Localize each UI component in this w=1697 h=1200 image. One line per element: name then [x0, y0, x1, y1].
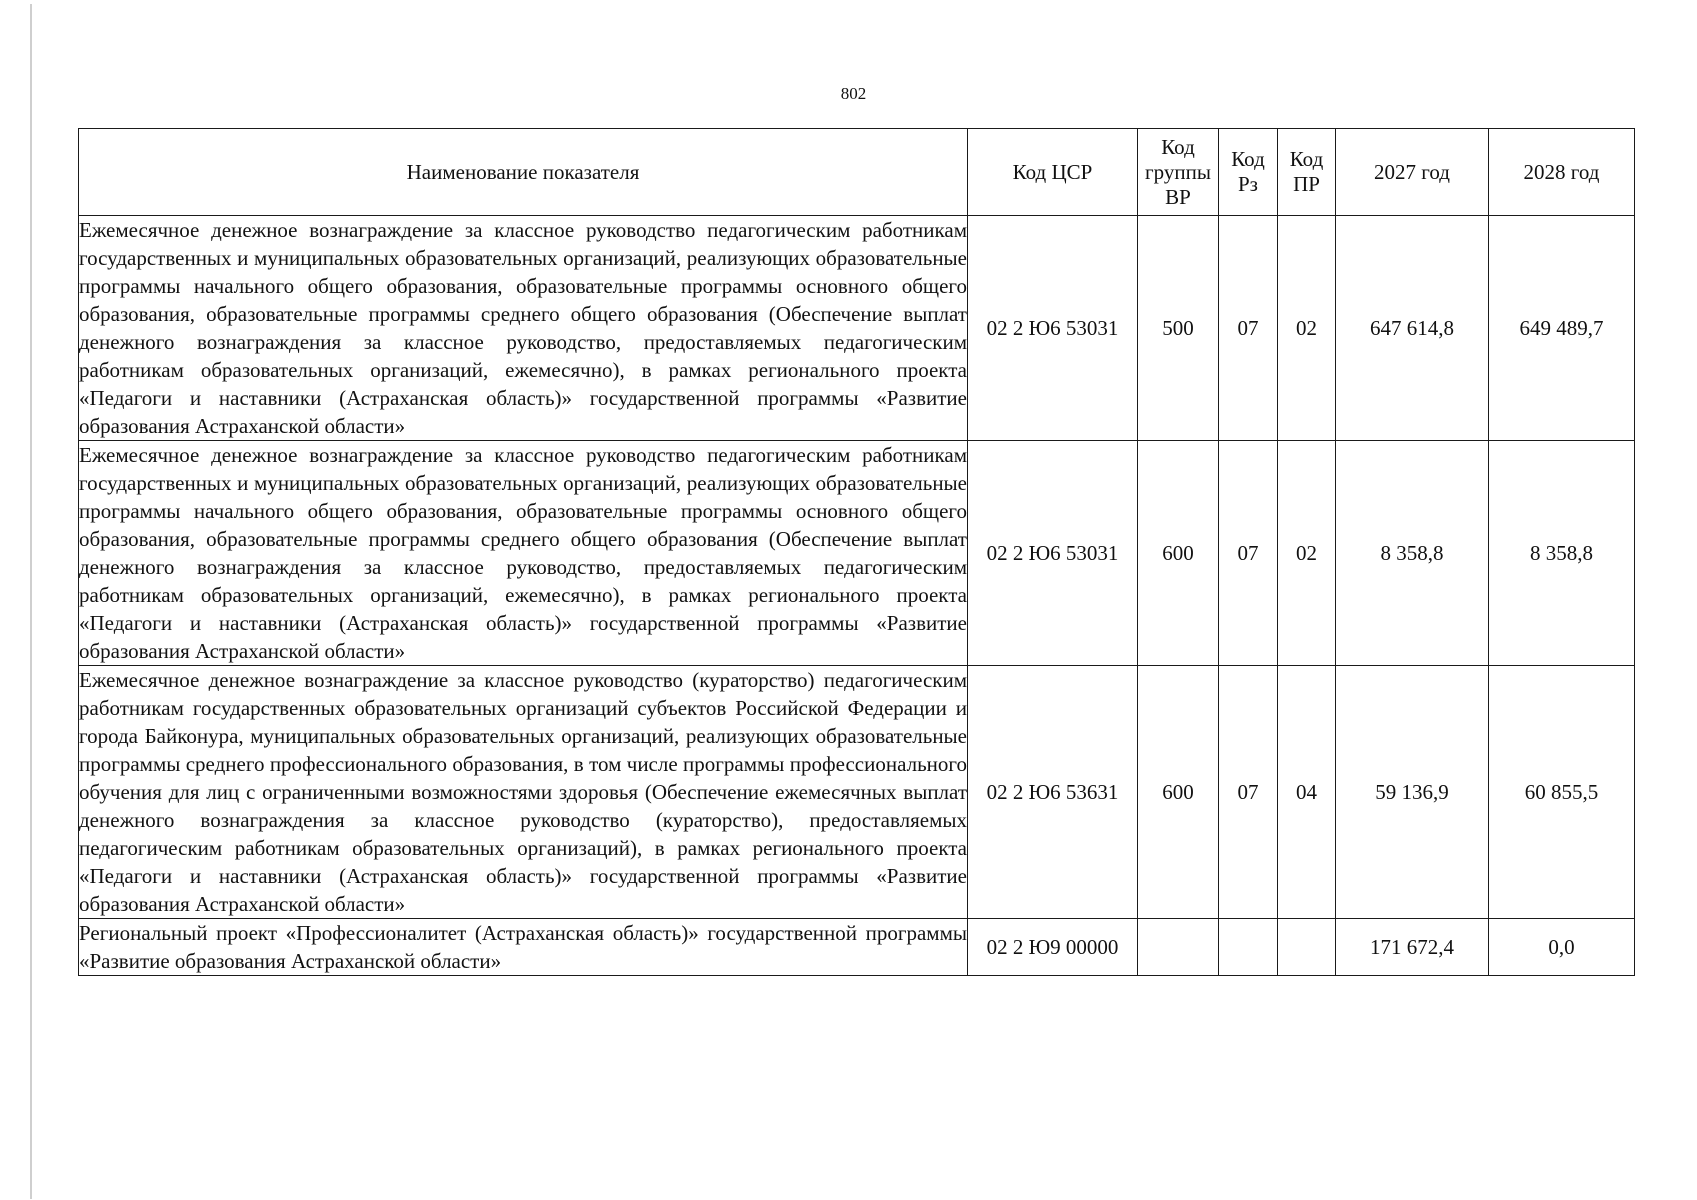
row-pr: [1278, 919, 1336, 976]
budget-table: [78, 128, 1635, 976]
row-csr: 02 2 Ю6 53031: [968, 216, 1138, 441]
row-2027: 59 136,9: [1336, 666, 1489, 919]
row-csr: 02 2 Ю6 53631: [968, 666, 1138, 919]
row-rz: 07: [1219, 216, 1278, 441]
row-2028: 0,0: [1489, 919, 1635, 976]
header-pr: Код ПР: [1278, 129, 1336, 216]
row-2028: 8 358,8: [1489, 441, 1635, 666]
table-row: [79, 666, 1635, 919]
header-name: Наименование показателя: [79, 129, 968, 216]
row-pr: 02: [1278, 216, 1336, 441]
row-name: Региональный проект «Профессионалитет (Астраханская область)» государственной программы «Развитие образования Астраханской области»: [79, 919, 968, 976]
row-pr: 02: [1278, 441, 1336, 666]
header-vr: Код группы ВР: [1138, 129, 1219, 216]
row-csr: 02 2 Ю9 00000: [968, 919, 1138, 976]
row-2027: 171 672,4: [1336, 919, 1489, 976]
scan-margin-line: [30, 4, 32, 1199]
row-rz: 07: [1219, 666, 1278, 919]
header-csr: Код ЦСР: [968, 129, 1138, 216]
row-vr: 600: [1138, 441, 1219, 666]
row-csr: 02 2 Ю6 53031: [968, 441, 1138, 666]
row-name: Ежемесячное денежное вознаграждение за классное руководство педагогическим работникам государственных и муниципальных образовательных организаций, реализующих образовательные программы начального общего образования, образовательные программы основного общего образования, образовательные программы среднего общего образования (Обеспечение выплат денежного вознаграждения за классное руководство, предоставляемых педагогическим работникам образовательных организаций, ежемесячно), в рамках регионального проекта «Педагоги и наставники (Астраханская область)» государственной программы «Развитие образования Астраханской области»: [79, 216, 968, 441]
row-vr: 500: [1138, 216, 1219, 441]
row-rz: [1219, 919, 1278, 976]
table-row: [79, 216, 1635, 441]
page-number: 802: [840, 84, 867, 103]
row-name: Ежемесячное денежное вознаграждение за классное руководство педагогическим работникам государственных и муниципальных образовательных организаций, реализующих образовательные программы начального общего образования, образовательные программы основного общего образования, образовательные программы среднего общего образования (Обеспечение выплат денежного вознаграждения за классное руководство, предоставляемых педагогическим работникам образовательных организаций, ежемесячно), в рамках регионального проекта «Педагоги и наставники (Астраханская область)» государственной программы «Развитие образования Астраханской области»: [79, 441, 968, 666]
row-2027: 647 614,8: [1336, 216, 1489, 441]
row-2028: 60 855,5: [1489, 666, 1635, 919]
row-2027: 8 358,8: [1336, 441, 1489, 666]
row-2028: 649 489,7: [1489, 216, 1635, 441]
header-rz: Код Рз: [1219, 129, 1278, 216]
row-pr: 04: [1278, 666, 1336, 919]
header-2028: 2028 год: [1489, 129, 1635, 216]
table-row: [79, 919, 1635, 976]
row-vr: [1138, 919, 1219, 976]
header-2027: 2027 год: [1336, 129, 1489, 216]
row-name: Ежемесячное денежное вознаграждение за классное руководство (кураторство) педагогическим работникам государственных образовательных организаций субъектов Российской Федерации и города Байконура, муниципальных образовательных организаций, реализующих образовательные программы среднего профессионального образования, в том числе программы профессионального обучения для лиц с ограниченными возможностями здоровья (Обеспечение ежемесячных выплат денежного вознаграждения за классное руководство (кураторство), предоставляемых педагогическим работникам образовательных организаций), в рамках регионального проекта «Педагоги и наставники (Астраханская область)» государственной программы «Развитие образования Астраханской области»: [79, 666, 968, 919]
row-vr: 600: [1138, 666, 1219, 919]
table-header-row: [79, 129, 1635, 216]
table-row: [79, 441, 1635, 666]
row-rz: 07: [1219, 441, 1278, 666]
